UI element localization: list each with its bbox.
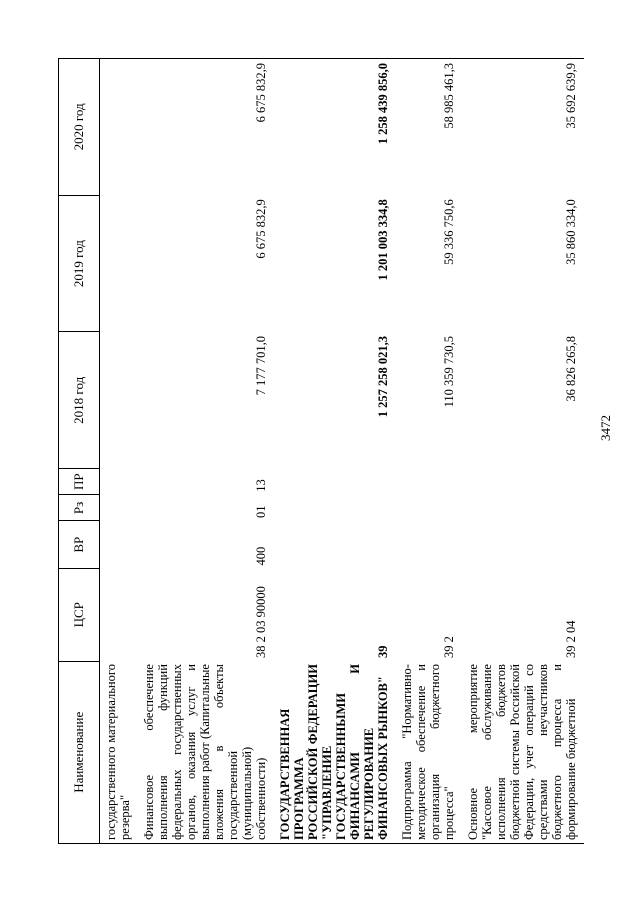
- row-2019: 35 860 334,0: [564, 199, 578, 265]
- row-pr: [396, 469, 462, 495]
- row-name: Основное мероприятие "Кассовое обслуживание исполнения бюджетов бюджетной системы Российской Федерации, учет операций со средствами неучастников бюджетного процесса и формирование бюджетной: [462, 661, 584, 843]
- row-name: государственного материального резерва": [100, 661, 139, 843]
- row-2019: 6 675 832,9: [254, 199, 268, 259]
- header-2018: 2018 год: [59, 332, 100, 469]
- row-2019: 59 336 750,6: [442, 199, 456, 265]
- row-2018: 7 177 701,0: [254, 335, 268, 396]
- row-2018: 36 826 265,8: [564, 335, 578, 402]
- row-pr: [274, 469, 396, 495]
- budget-table: [58, 58, 584, 844]
- row-vr: [396, 521, 462, 569]
- row-2020: 58 985 461,3: [396, 59, 462, 196]
- table-row: [138, 59, 274, 844]
- row-vr: [462, 521, 584, 569]
- table-row: [396, 59, 462, 844]
- row-vr: 400: [254, 546, 268, 566]
- rotated-page-content: [58, 58, 578, 844]
- header-pr: ПР: [59, 469, 100, 495]
- table-row: [100, 59, 139, 844]
- table-row: [274, 59, 396, 844]
- row-2020: 1 258 439 856,0: [274, 59, 396, 196]
- row-rz: 01: [254, 505, 268, 518]
- row-2019: 1 201 003 334,8: [376, 199, 390, 281]
- row-csr: 39 2: [442, 636, 456, 659]
- row-csr: 38 2 03 90000: [254, 586, 268, 659]
- row-2020: 6 675 832,9: [138, 59, 274, 196]
- row-pr: [462, 469, 584, 495]
- row-rz: [274, 495, 396, 521]
- table-row: [462, 59, 584, 844]
- row-2020: 35 692 639,9: [462, 59, 584, 196]
- row-rz: [100, 495, 139, 521]
- row-vr: [100, 521, 139, 569]
- row-name: ГОСУДАРСТВЕННАЯ ПРОГРАММА РОССИЙСКОЙ ФЕДЕРАЦИИ "УПРАВЛЕНИЕ ГОСУДАРСТВЕННЫМИ ФИНАНСАМИ И РЕГУЛИРОВАНИЕ ФИНАНСОВЫХ РЫНКОВ": [274, 661, 396, 843]
- row-2018: 110 359 730,5: [442, 335, 456, 408]
- row-pr: [100, 469, 139, 495]
- table-header-row: [59, 59, 100, 844]
- header-vr: ВР: [59, 521, 100, 569]
- header-name: Наименование: [59, 661, 100, 843]
- header-rz: Рз: [59, 495, 100, 521]
- header-2020: 2020 год: [59, 59, 100, 196]
- row-rz: [462, 495, 584, 521]
- row-2018: 1 257 258 021,3: [376, 335, 390, 418]
- row-rz: [396, 495, 462, 521]
- row-name: Финансовое обеспечение выполнения функций федеральных государственных органов, оказания услуг и выполнения работ (Капитальные вложения в объекты государственной (муниципальной) собственности): [138, 661, 274, 843]
- header-2019: 2019 год: [59, 195, 100, 332]
- row-2018: [100, 332, 139, 469]
- row-csr: [100, 568, 139, 661]
- row-2019: [100, 195, 139, 332]
- row-name: Подпрограмма "Нормативно-методическое обеспечение и организация бюджетного процесса": [396, 661, 462, 843]
- row-pr: 13: [254, 479, 268, 492]
- row-csr: 39: [376, 645, 390, 659]
- row-csr: 39 2 04: [564, 620, 578, 659]
- row-vr: [274, 521, 396, 569]
- row-2020: [100, 59, 139, 196]
- page-number: 3472: [598, 415, 613, 441]
- header-csr: ЦСР: [59, 568, 100, 661]
